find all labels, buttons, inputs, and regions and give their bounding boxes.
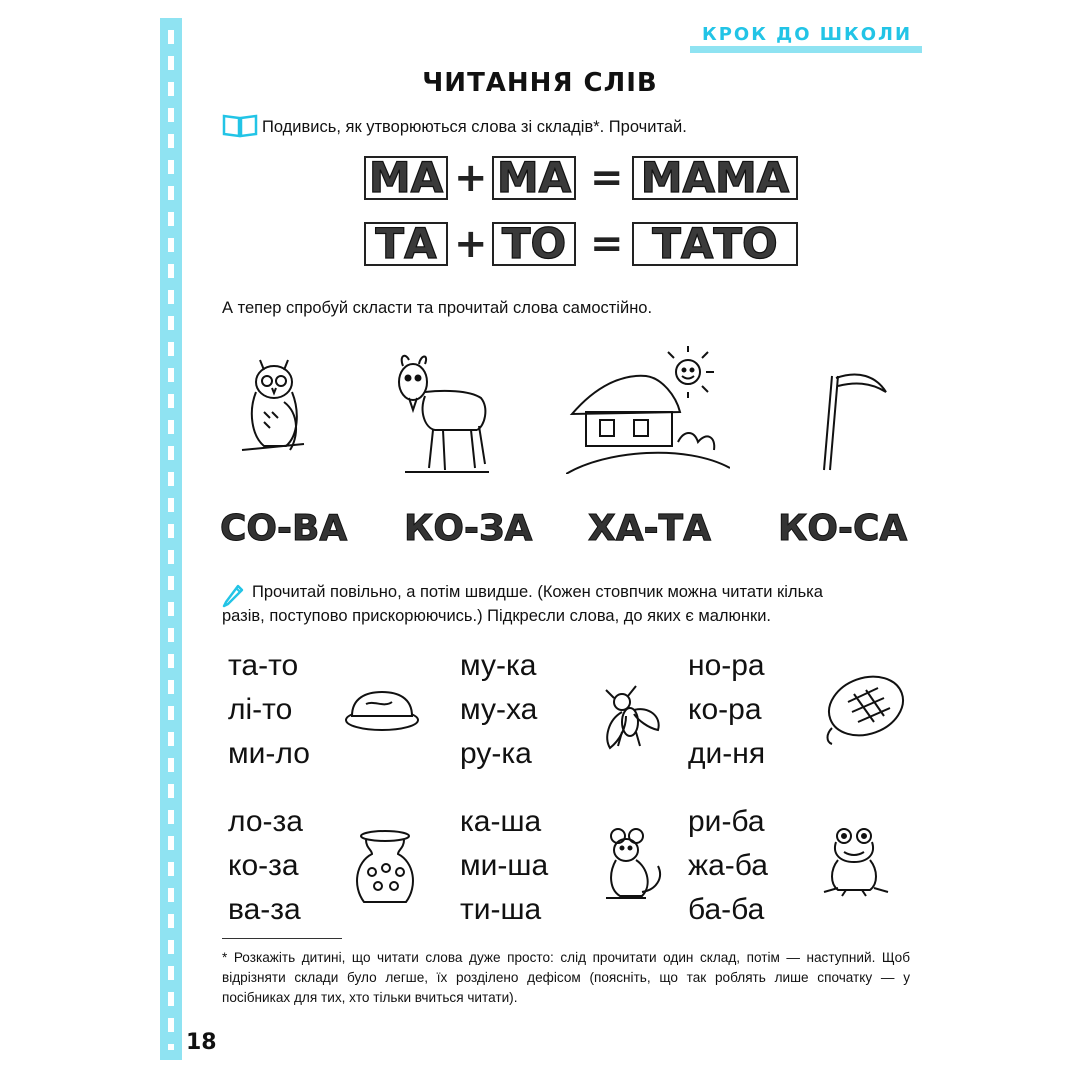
syllable-word: ва-за — [228, 893, 301, 926]
syllable-word: му-ха — [460, 693, 538, 726]
syllable-column-1 — [228, 644, 310, 776]
melon-illustration — [818, 672, 908, 750]
syllable-word: ло-за — [228, 805, 303, 838]
syllable-word: ти-ша — [460, 893, 542, 926]
owl-illustration — [238, 352, 310, 460]
book-icon — [222, 112, 258, 138]
footnote-divider — [222, 938, 342, 939]
banner-underline — [690, 46, 922, 53]
syllable-box: ТО — [492, 222, 576, 266]
plus-sign: + — [454, 155, 488, 201]
syllable-column-4 — [228, 800, 303, 932]
syllable-word: ми-ша — [460, 849, 549, 882]
equals-sign: = — [590, 155, 624, 201]
plus-sign: + — [454, 221, 488, 267]
syllable-word: ко-за — [228, 849, 299, 882]
equals-sign: = — [590, 221, 624, 267]
syllable-word: жа-ба — [688, 849, 768, 882]
frog-illustration — [820, 826, 892, 898]
scythe-illustration — [812, 370, 892, 476]
instruction-2: А тепер спробуй скласти та прочитай слова самостійно. — [222, 299, 653, 317]
page-title: ЧИТАННЯ СЛІВ — [422, 68, 658, 98]
syllable-word: ри-ба — [688, 805, 765, 838]
series-title: КРОК ДО ШКОЛИ — [702, 24, 913, 45]
syllable-word: та-то — [228, 649, 299, 682]
house-illustration — [566, 346, 730, 474]
syllable-column-3 — [688, 644, 765, 776]
syllable-column-6 — [688, 800, 768, 932]
syllable-word: му-ка — [460, 649, 537, 682]
syllable-column-2 — [460, 644, 537, 776]
word-box: МАМА — [632, 156, 798, 200]
bread-illustration — [344, 688, 420, 732]
syllable-box: ТА — [364, 222, 448, 266]
instruction-1: Подивись, як утворюються слова зі складів*. Прочитай. — [262, 118, 687, 136]
mouse-illustration — [598, 826, 668, 902]
word-box: ТАТО — [632, 222, 798, 266]
syllable-word: ко-ра — [688, 693, 762, 726]
picture-word-4: КО-СА — [778, 508, 908, 549]
syllable-word: ба-ба — [688, 893, 765, 926]
fly-illustration — [588, 676, 666, 754]
series-banner — [690, 18, 922, 52]
instruction-3-line-1: Прочитай повільно, а потім швидше. (Кожен стовпчик можна читати кілька — [252, 583, 823, 601]
spine-dashes — [168, 30, 174, 1050]
vase-illustration — [350, 830, 420, 908]
footnote: * Розкажіть дитині, що читати слова дуже просто: слід прочитати один склад, потім — наступний. Щоб відрізняти склади було легше, їх розділено дефісом (поясніть, що так роблять лише спочатку — у посібниках для тих, хто тільки вчиться читати). — [222, 950, 910, 1005]
syllable-word: ди-ня — [688, 737, 766, 770]
syllable-word: но-ра — [688, 649, 765, 682]
syllable-column-5 — [460, 800, 548, 932]
picture-word-2: КО-ЗА — [404, 508, 533, 549]
picture-word-1: СО-ВА — [220, 508, 348, 549]
syllable-box: МА — [364, 156, 448, 200]
syllable-word: ми-ло — [228, 737, 310, 770]
syllable-word: ру-ка — [460, 737, 532, 770]
syllable-box: МА — [492, 156, 576, 200]
syllable-word: лі-то — [228, 693, 293, 726]
goat-illustration — [385, 352, 495, 480]
syllable-word: ка-ша — [460, 805, 542, 838]
instruction-3-line-2: разів, поступово прискорюючись.) Підкресли слова, до яких є малюнки. — [222, 607, 772, 625]
picture-word-3: ХА-ТА — [588, 508, 711, 549]
page-number: 18 — [186, 1030, 217, 1055]
